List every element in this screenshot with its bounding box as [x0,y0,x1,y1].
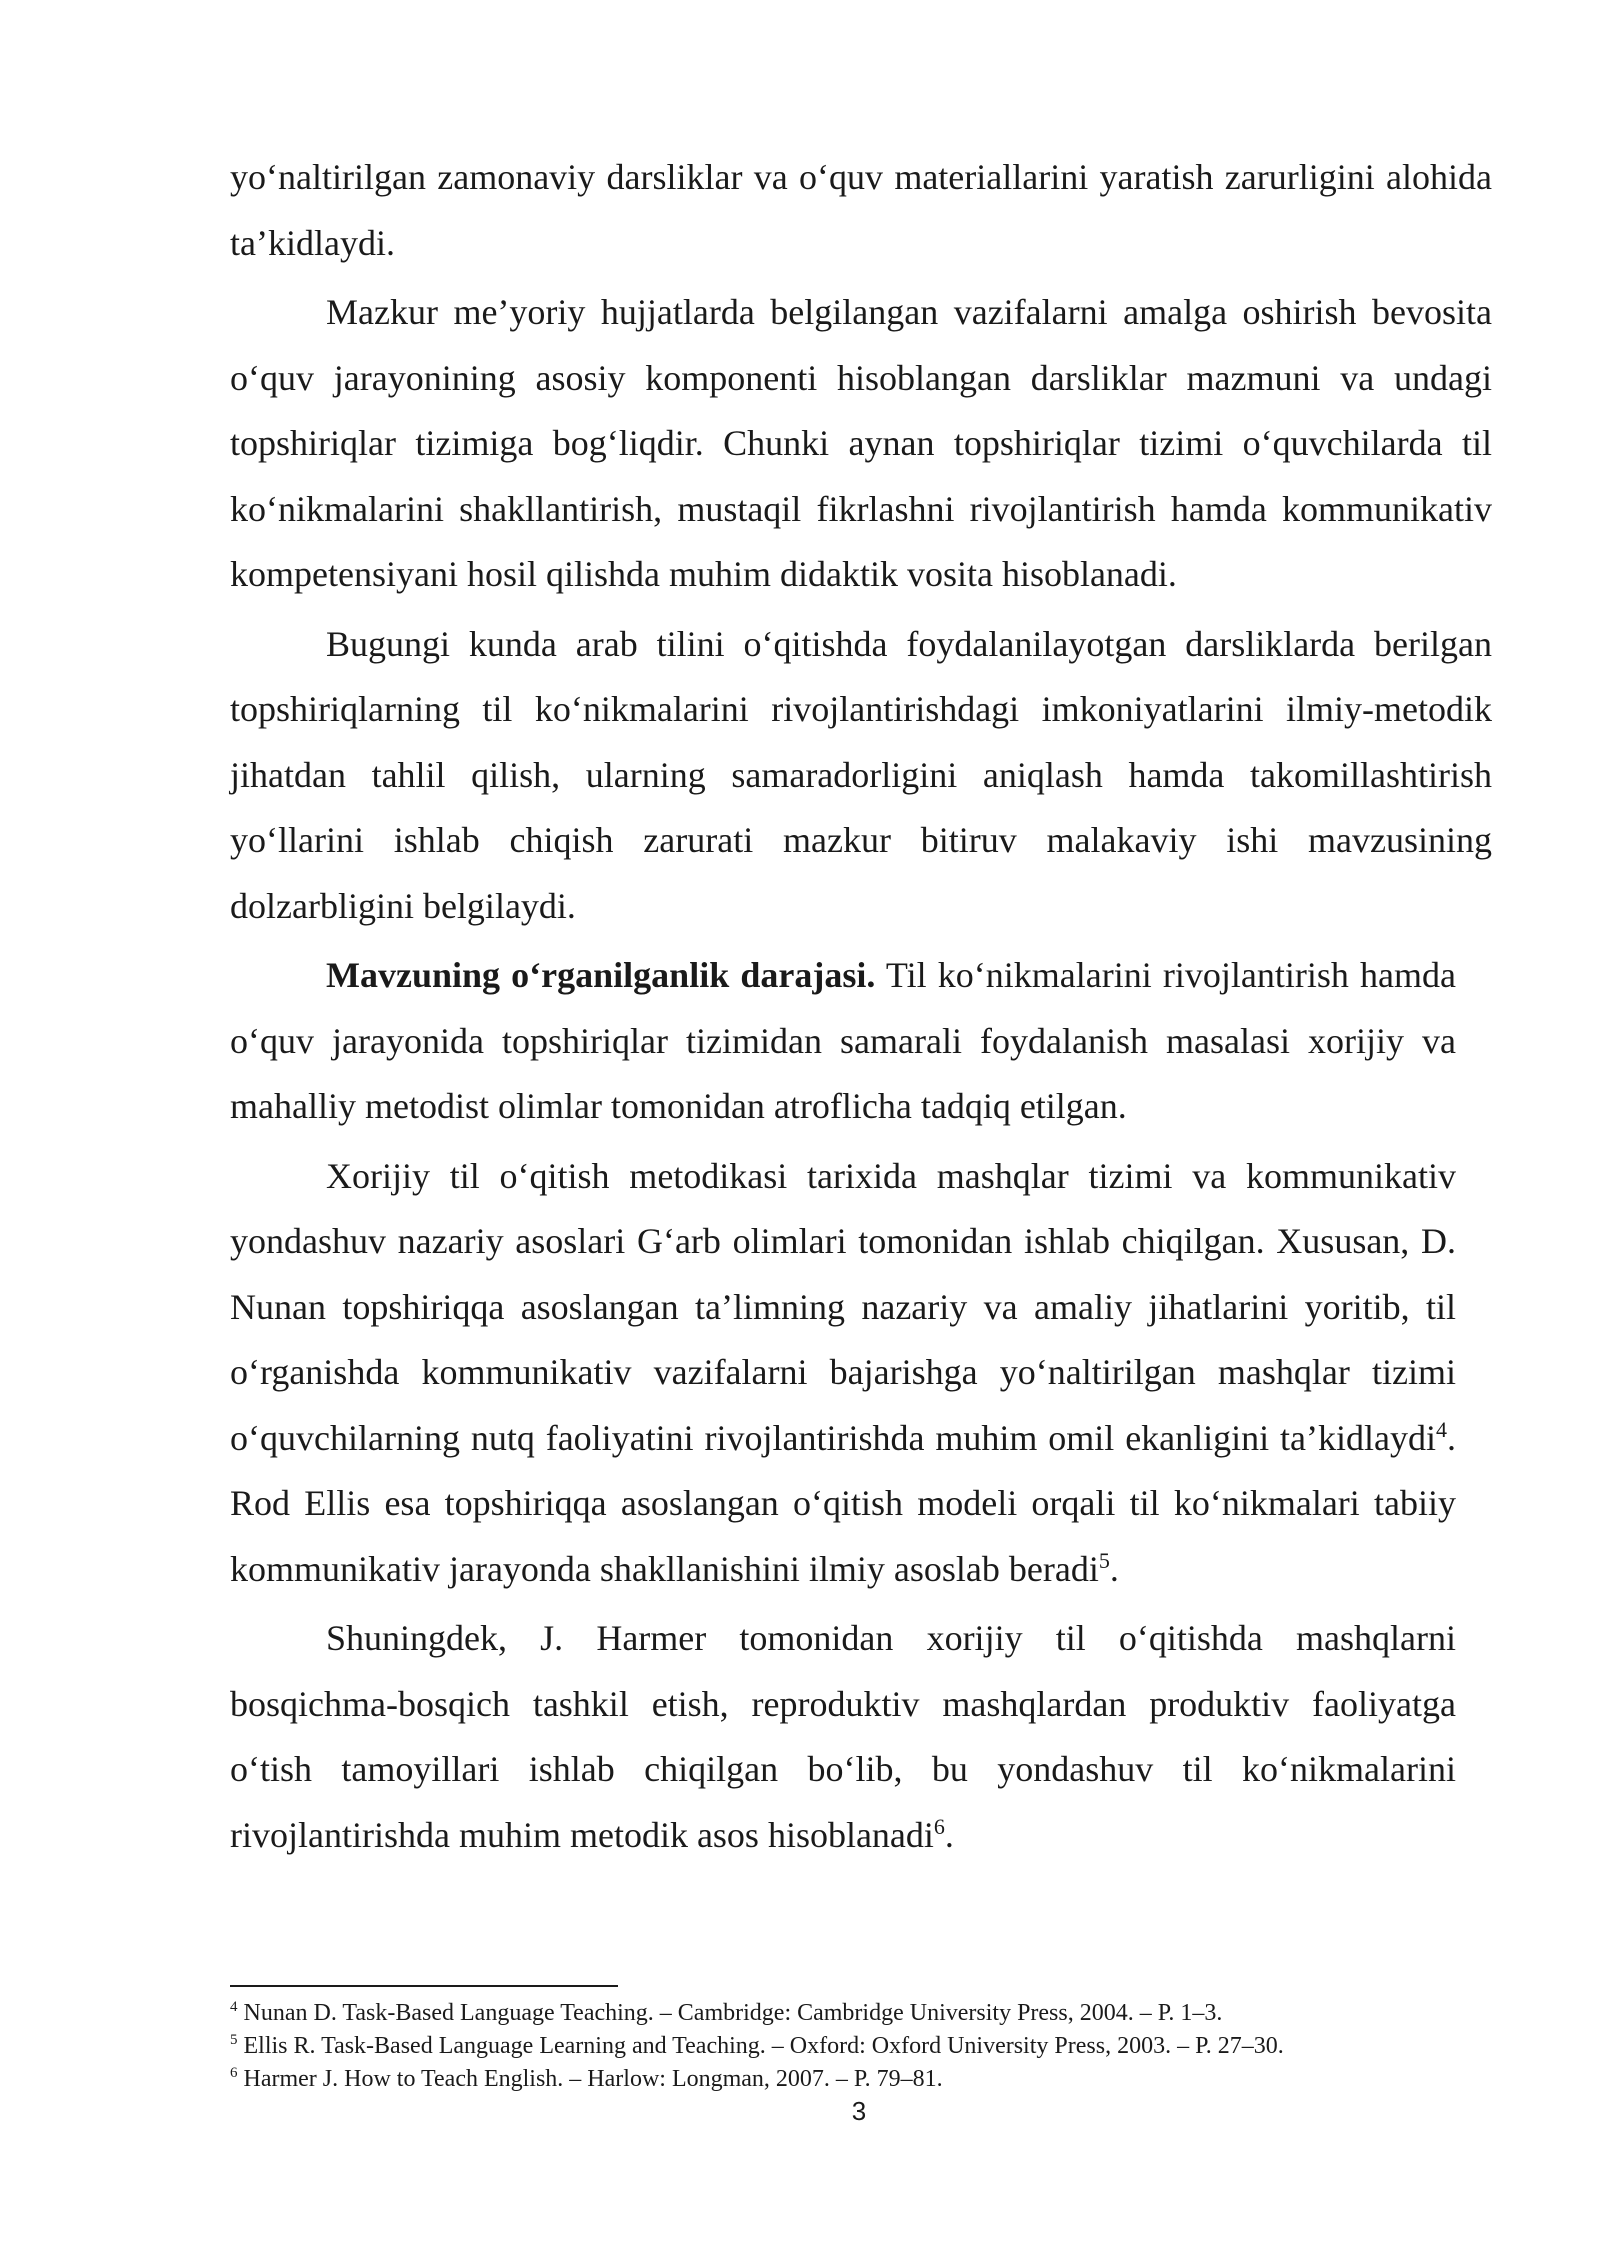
footnote-5 [230,2030,1492,2063]
footnote-number: 5 [230,2032,238,2048]
paragraph-text: Bugungi kunda arab tilini o‘qitishda foydalanilayotgan darsliklarda berilgan topshiriqlarning til ko‘nikmalarini rivojlantirishdagi imkoniyatlarini ilmiy-metodik jihatdan tahlil qilish, ularning samaradorligini aniqlash hamda takomillashtirish yo‘llarini ishlab chiqish zarurati mazkur bitiruv malakaviy ishi mavzusining dolzarbligini belgilaydi. [230,623,1492,926]
paragraph-text: Xorijiy til o‘qitish metodikasi tarixida mashqlar tizimi va kommunikativ yondashuv nazariy asoslari G‘arb olimlari tomonidan ishlab chiqilgan. Xususan, D. Nunan topshiriqqa asoslangan ta’limning nazariy va amaliy jihatlarini yoritib, til o‘rganishda kommunikativ vazifalarni bajarishga yo‘naltirilgan mashqlar tizimi o‘quvchilarning nutq faoliyatini rivojlantirishda muhim omil ekanligini ta’kidlaydi [230,1155,1456,1458]
paragraph-text: Til ko‘nikmalarini rivojlantirish hamda o‘quv jarayonida topshiriqlar tizimidan samarali foydalanish masalasi xorijiy va mahalliy metodist olimlar tomonidan atroflicha tadqiq etilgan. [230,955,1456,1126]
footnote-text: Ellis R. Task-Based Language Learning and Teaching. – Oxford: Oxford University Press, 2003. – P. 27–30. [237,2033,1284,2059]
footnote-number: 4 [230,1999,238,2015]
footnote-separator [230,1985,618,1987]
section-heading: Mavzuning o‘rganilganlik darajasi. [326,955,876,995]
footnote-text: Harmer J. How to Teach English. – Harlow: Longman, 2007. – P. 79–81. [237,2066,943,2092]
paragraph-normative-documents [230,280,1492,608]
paragraph-text: . Rod Ellis esa topshiriqqa asoslangan o‘qitish modeli orqali til ko‘nikmalari tabiiy kommunikativ jarayonda shakllanishini ilmiy asoslab beradi [230,1417,1456,1589]
body-text [230,145,1492,1872]
paragraph-study-degree [230,943,1456,1140]
paragraph-relevance [230,612,1492,940]
paragraph-text: yo‘naltirilgan zamonaviy darsliklar va o‘quv materiallarini yaratish zarurligini alohida ta’kidlaydi. [230,157,1492,263]
paragraph-continuation [230,145,1492,276]
footnote-4 [230,1997,1492,2030]
footnote-ref-4[interactable]: 4 [1436,1416,1447,1442]
paragraph-text: . [1109,1548,1119,1589]
paragraph-text: Mazkur me’yoriy hujjatlarda belgilangan vazifalarni amalga oshirish bevosita o‘quv jarayonining asosiy komponenti hisoblangan darsliklar mazmuni va undagi topshiriqlar tizimiga bog‘liqdir. Chunki aynan topshiriqlar tizimi o‘quvchilarda til ko‘nikmalarini shakllantirish, mustaqil fikrlashni rivojlantirish hamda kommunikativ kompetensiyani hosil qilishda muhim didaktik vosita hisoblanadi. [230,292,1492,594]
footnotes [230,1997,1492,2096]
paragraph-text: . [944,1814,954,1855]
paragraph-foreign-methodology [230,1144,1456,1603]
footnote-6 [230,2063,1492,2096]
footnote-ref-5[interactable]: 5 [1098,1547,1110,1573]
page-number: 3 [851,2096,867,2126]
paragraph-harmer [230,1606,1456,1868]
footnote-number: 6 [230,2065,238,2081]
footnote-ref-6[interactable]: 6 [933,1813,945,1839]
paragraph-text: Shuningdek, J. Harmer tomonidan xorijiy til o‘qitishda mashqlarni bosqichma-bosqich tashkil etish, reproduktiv mashqlardan produktiv faoliyatga o‘tish tamoyillari ishlab chiqilgan bo‘lib, bu yondashuv til ko‘nikmalarini rivojlantirishda muhim metodik asos hisoblanadi [230,1618,1456,1855]
footnote-text: Nunan D. Task-Based Language Teaching. – Cambridge: Cambridge University Press, 2004. – P. 1–3. [237,2000,1223,2026]
